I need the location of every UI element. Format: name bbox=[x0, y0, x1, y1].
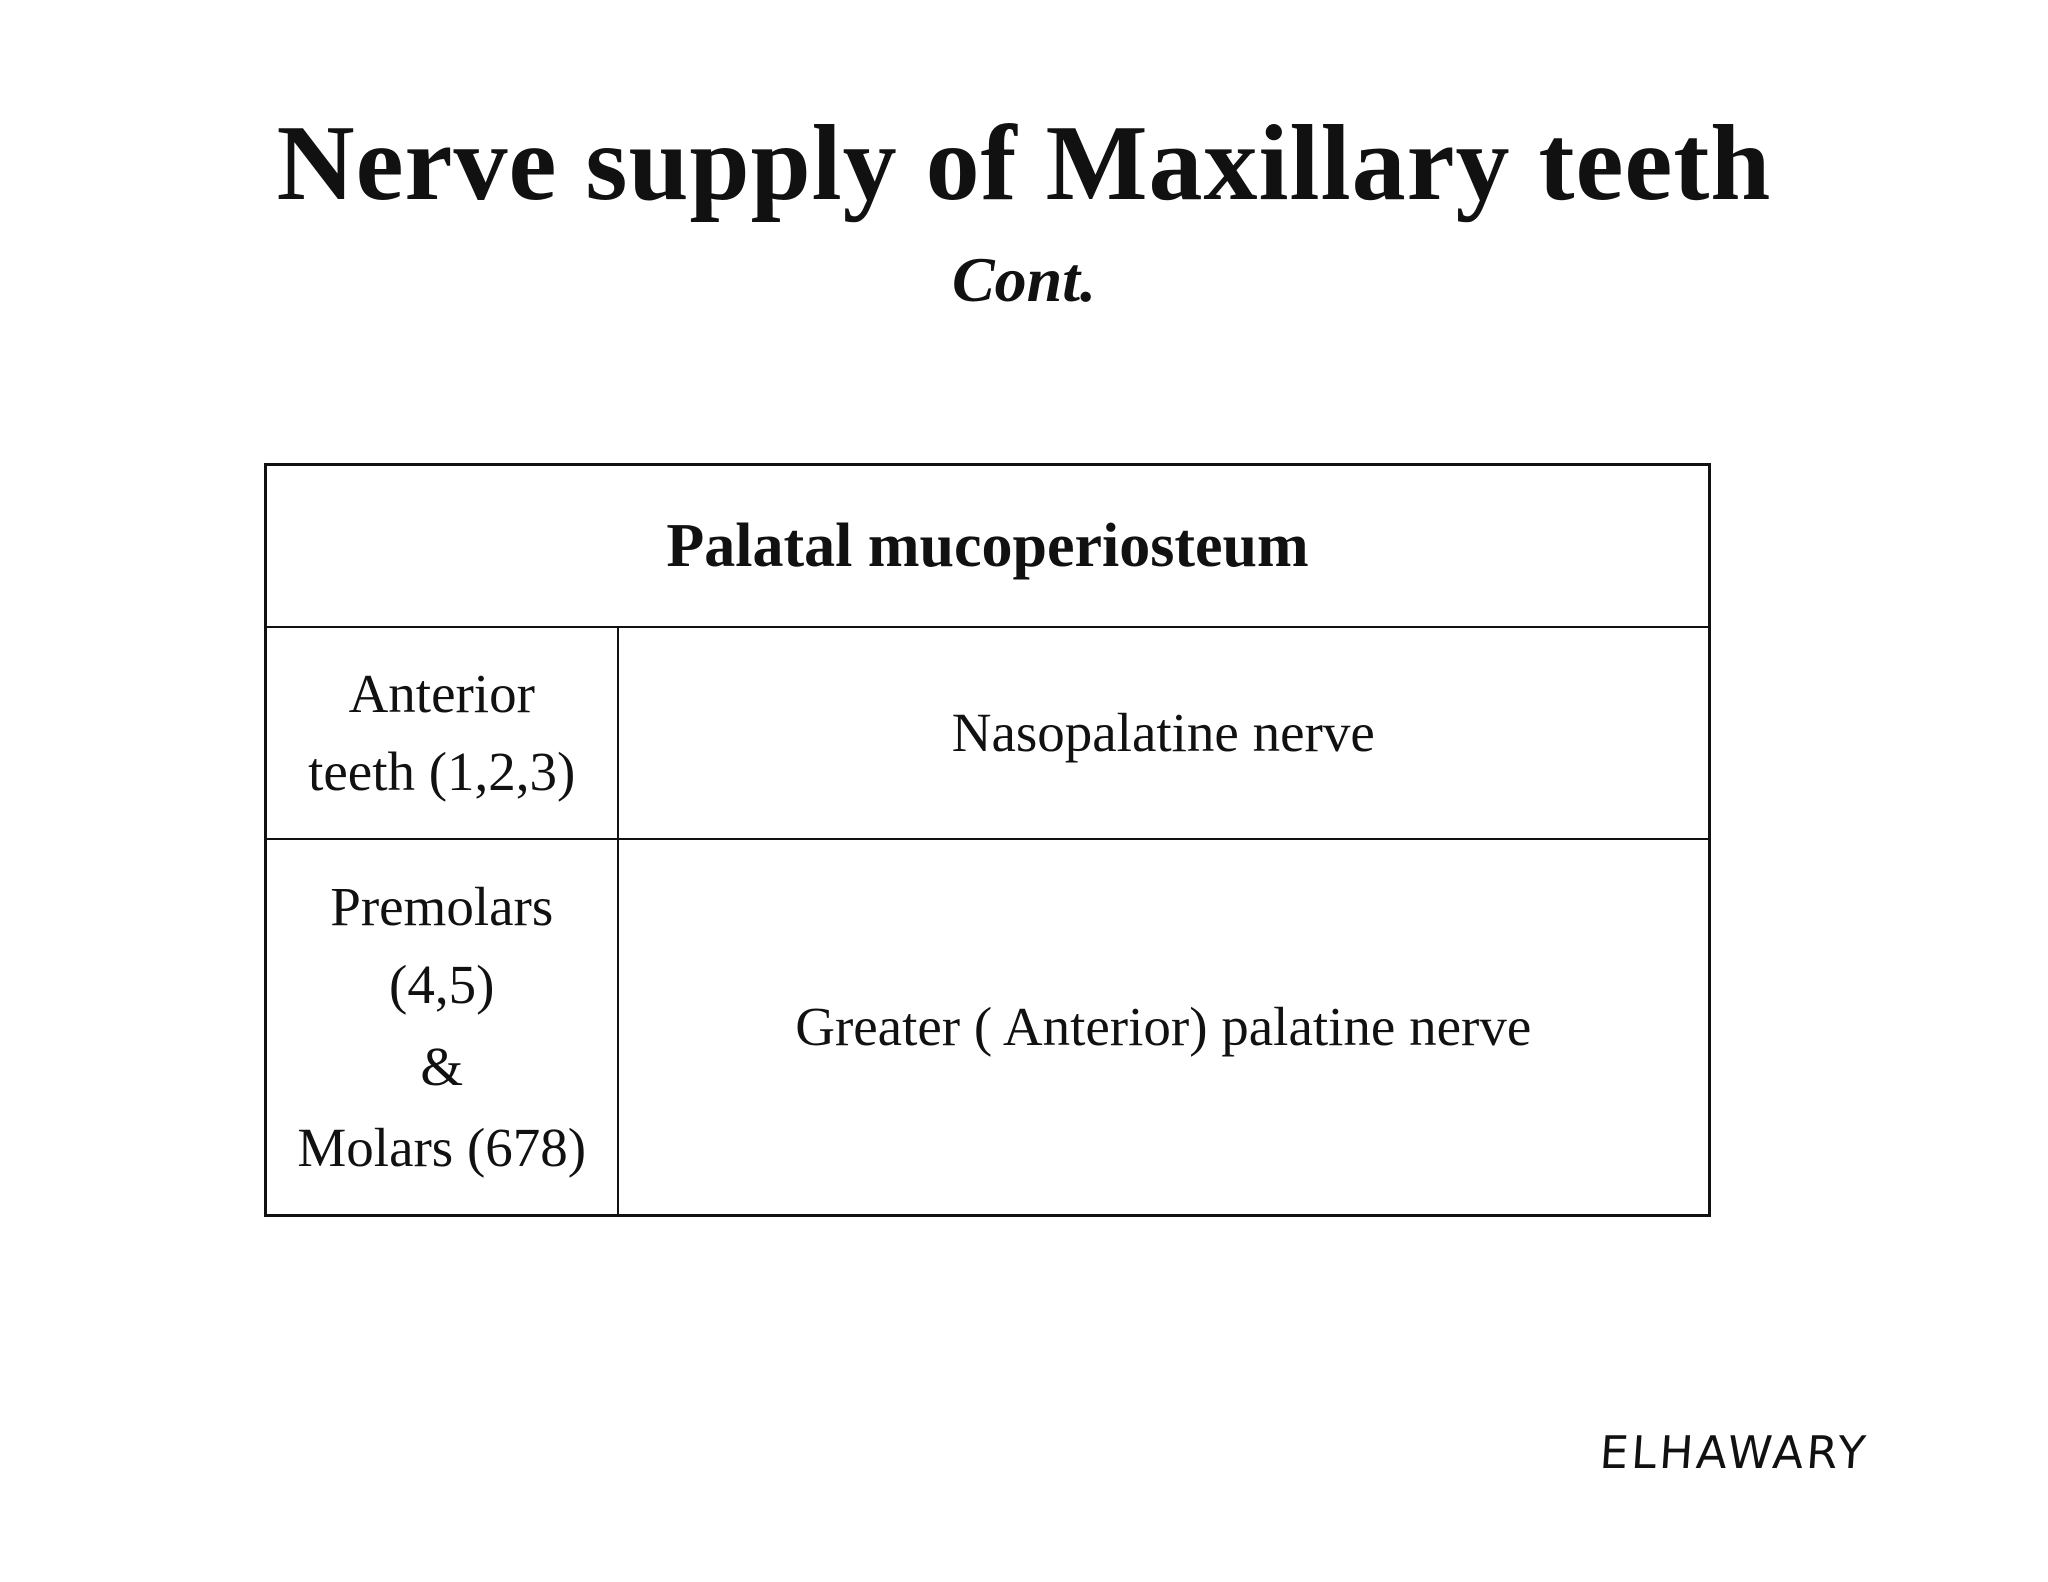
nerve-cell-nasopalatine: Nasopalatine nerve bbox=[618, 627, 1710, 839]
teeth-label-line: Anterior bbox=[348, 663, 535, 724]
nerve-supply-table bbox=[264, 463, 1711, 1217]
teeth-label-line: (4,5) bbox=[389, 953, 495, 1015]
table-header-row bbox=[266, 465, 1710, 628]
slide-title: Nerve supply of Maxillary teeth bbox=[276, 104, 1772, 223]
slide-subtitle: Cont. bbox=[951, 244, 1097, 315]
teeth-label-line: teeth (1,2,3) bbox=[308, 741, 576, 802]
table-row bbox=[266, 627, 1710, 839]
teeth-cell-premolars-molars bbox=[266, 839, 618, 1216]
watermark-signature: ELHAWARY bbox=[1598, 1426, 1871, 1479]
nerve-cell-greater-palatine: Greater ( Anterior) palatine nerve bbox=[618, 839, 1710, 1216]
teeth-label-line: & bbox=[420, 1035, 464, 1097]
table-header-palatal-mucoperiosteum: Palatal mucoperiosteum bbox=[266, 465, 1710, 628]
teeth-cell-anterior bbox=[266, 627, 618, 839]
table-row bbox=[266, 839, 1710, 1216]
teeth-label-line: Molars (678) bbox=[297, 1116, 587, 1178]
teeth-label-line: Premolars bbox=[330, 875, 554, 937]
